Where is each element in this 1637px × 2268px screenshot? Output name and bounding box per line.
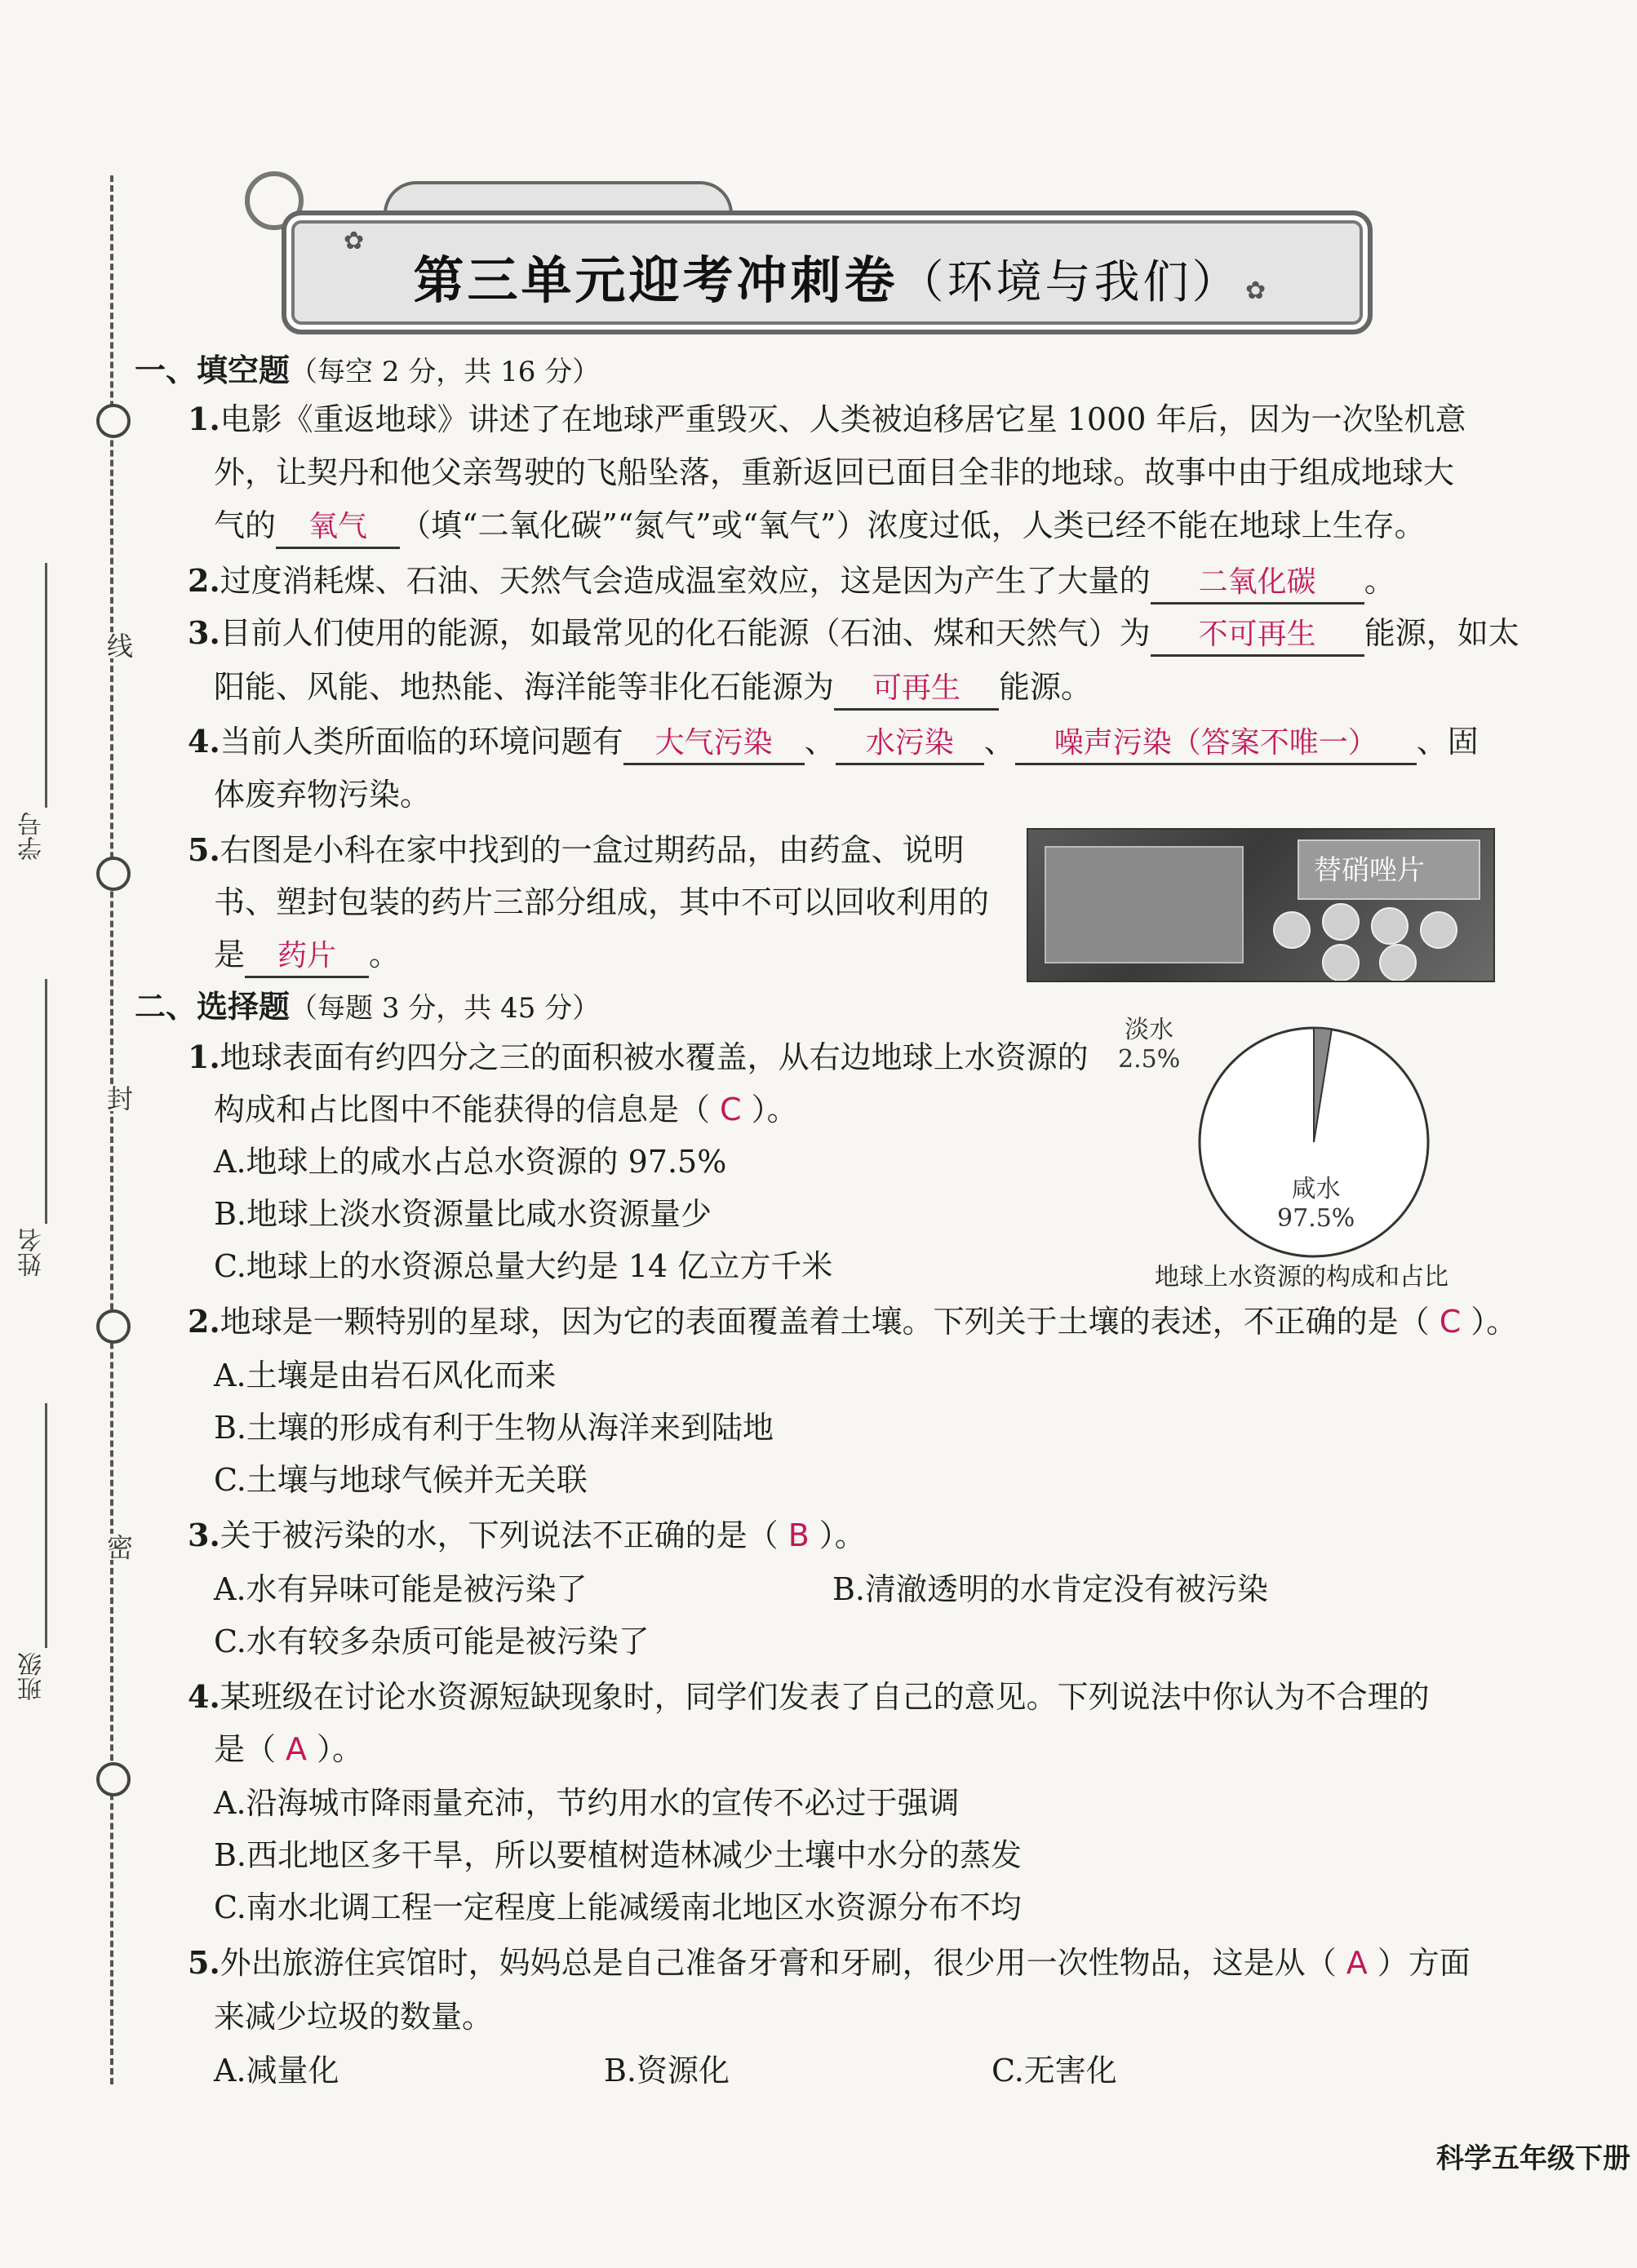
student-id-label: 学号 — [18, 812, 47, 861]
butterfly-icon: ✿ — [1245, 277, 1267, 305]
pill-icon — [1420, 911, 1457, 949]
answer-blank[interactable]: 大气污染 — [623, 724, 805, 765]
name-label: 姓名 — [18, 1228, 47, 1277]
s2-q3-option-b[interactable]: B.清澈透明的水肯定没有被污染 — [832, 1571, 1269, 1607]
answer-blank[interactable]: 水污染 — [836, 724, 984, 765]
s2-q3-option-a[interactable]: A.水有异味可能是被污染了 — [214, 1571, 588, 1607]
s2-q4-line1: 4.某班级在讨论水资源短缺现象时，同学们发表了自己的意见。下列说法中你认为不合理的 — [188, 1678, 1430, 1715]
s2-q2-option-a[interactable]: A.土壤是由岩石风化而来 — [214, 1358, 557, 1393]
student-id-line[interactable] — [45, 563, 47, 808]
page-title: 第三单元迎考冲刺卷（环境与我们） — [413, 250, 1241, 310]
pill-icon — [1379, 944, 1417, 981]
s2-q1-option-b[interactable]: B.地球上淡水资源量比咸水资源量少 — [214, 1196, 712, 1232]
s2-q2: 2.地球是一颗特别的星球，因为它的表面覆盖着土壤。下列关于土壤的表述，不正确的是（ C ）。 — [188, 1303, 1518, 1340]
medicine-photo — [1027, 828, 1495, 982]
s1-q3-line2: 阳能、风能、地热能、海洋能等非化石能源为 可再生 能源。 — [214, 667, 1092, 711]
section2-heading: 二、选择题（每题 3 分，共 45 分） — [135, 988, 601, 1025]
s1-q5-line2: 书、塑封包装的药片三部分组成，其中不可以回收利用的 — [214, 884, 990, 920]
s2-q5-option-c[interactable]: C.无害化 — [992, 2053, 1117, 2089]
binding-hole-icon — [96, 1762, 131, 1796]
s2-q5-line1: 5.外出旅游住宾馆时，妈妈总是自己准备牙膏和牙刷，很少用一次性物品，这是从（ A ）方面 — [188, 1944, 1471, 1981]
binding-dashed-line — [110, 175, 113, 2084]
s2-q1-line1: 1.地球表面有约四分之三的面积被水覆盖，从右边地球上水资源的 — [188, 1039, 1089, 1075]
answer-blank[interactable]: 药片 — [245, 937, 369, 978]
footer-book-title: 科学五年级下册 — [1436, 2142, 1630, 2175]
answer-blank[interactable]: 二氧化碳 — [1151, 563, 1364, 605]
s2-q4-option-b[interactable]: B.西北地区多干旱，所以要植树造林减少土壤中水分的蒸发 — [214, 1837, 1023, 1873]
choice-answer[interactable]: C — [1439, 1304, 1462, 1340]
butterfly-icon: ✿ — [344, 227, 365, 255]
answer-blank[interactable]: 噪声污染（答案不唯一） — [1015, 724, 1417, 765]
s2-q5-line2: 来减少垃圾的数量。 — [214, 1999, 494, 2035]
binding-hole-icon — [96, 404, 131, 438]
medicine-label: 替硝唑片 — [1314, 854, 1425, 887]
s2-q4-line2: 是（ A ）。 — [214, 1731, 364, 1767]
answer-blank[interactable]: 不可再生 — [1151, 615, 1364, 657]
s2-q2-option-c[interactable]: C.土壤与地球气候并无关联 — [214, 1462, 588, 1498]
s1-q3-line1: 3.目前人们使用的能源，如最常见的化石能源（石油、煤和天然气）为 不可再生 能源，如太 — [188, 614, 1519, 657]
pie-label-freshwater: 淡水 2.5% — [1118, 1016, 1181, 1074]
s2-q5-option-a[interactable]: A.减量化 — [214, 2053, 339, 2089]
seal-word-seal: 封 — [100, 1085, 137, 1111]
pill-icon — [1371, 907, 1409, 945]
s1-q2: 2.过度消耗煤、石油、天然气会造成温室效应，这是因为产生了大量的 二氧化碳 。 — [188, 561, 1395, 605]
choice-answer[interactable]: B — [787, 1517, 810, 1553]
medicine-box — [1045, 846, 1244, 963]
s1-q5-line3: 是 药片 。 — [214, 935, 400, 978]
class-line[interactable] — [45, 1403, 47, 1648]
choice-answer[interactable]: A — [286, 1731, 308, 1767]
pill-icon — [1322, 944, 1360, 981]
s1-q4-line2: 体废弃物污染。 — [214, 777, 432, 813]
s2-q1-option-c[interactable]: C.地球上的水资源总量大约是 14 亿立方千米 — [214, 1248, 833, 1284]
s2-q2-option-b[interactable]: B.土壤的形成有利于生物从海洋来到陆地 — [214, 1410, 774, 1446]
s1-q4-line1: 4.当前人类所面临的环境问题有 大气污染 、 水污染 、 噪声污染（答案不唯一） 、固 — [188, 722, 1479, 765]
s2-q3-option-c[interactable]: C.水有较多杂质可能是被污染了 — [214, 1623, 650, 1659]
seal-word-secret: 密 — [100, 1534, 137, 1560]
title-banner — [282, 210, 1373, 334]
pill-icon — [1322, 903, 1360, 941]
pill-icon — [1273, 911, 1311, 949]
s2-q4-option-a[interactable]: A.沿海城市降雨量充沛，节约用水的宣传不必过于强调 — [214, 1785, 960, 1821]
answer-blank[interactable]: 氧气 — [276, 507, 400, 549]
s2-q1-option-a[interactable]: A.地球上的咸水占总水资源的 97.5% — [214, 1144, 727, 1180]
s2-q3: 3.关于被污染的水，下列说法不正确的是（ B ）。 — [188, 1517, 866, 1553]
s1-q1-line3: 气的 氧气 （填“二氧化碳”“氮气”或“氧气”）浓度过低，人类已经不能在地球上生存。 — [214, 506, 1426, 549]
answer-blank[interactable]: 可再生 — [834, 669, 999, 711]
pie-label-saltwater: 咸水 97.5% — [1277, 1175, 1355, 1233]
pie-caption: 地球上水资源的构成和占比 — [1155, 1263, 1448, 1291]
s1-q1-line2: 外，让契丹和他父亲驾驶的飞船坠落，重新返回已面目全非的地球。故事中由于组成地球大 — [214, 454, 1455, 490]
binding-hole-icon — [96, 1309, 131, 1344]
binding-hole-icon — [96, 857, 131, 891]
s1-q1-line1: 1.电影《重返地球》讲述了在地球严重毁灭、人类被迫移居它星 1000 年后，因为一次坠机意 — [188, 401, 1466, 437]
choice-answer[interactable]: C — [720, 1092, 742, 1127]
s1-q5-line1: 5.右图是小科在家中找到的一盒过期药品，由药盒、说明 — [188, 831, 965, 868]
class-label: 班级 — [18, 1652, 47, 1701]
seal-word-line: 线 — [100, 632, 137, 658]
section1-heading: 一、填空题（每空 2 分，共 16 分） — [135, 352, 601, 388]
s2-q5-option-b[interactable]: B.资源化 — [604, 2053, 730, 2089]
name-line[interactable] — [45, 979, 47, 1224]
s2-q4-option-c[interactable]: C.南水北调工程一定程度上能减缓南北地区水资源分布不均 — [214, 1889, 1022, 1925]
choice-answer[interactable]: A — [1346, 1945, 1368, 1981]
s2-q1-line2: 构成和占比图中不能获得的信息是（ C ）。 — [214, 1092, 798, 1127]
